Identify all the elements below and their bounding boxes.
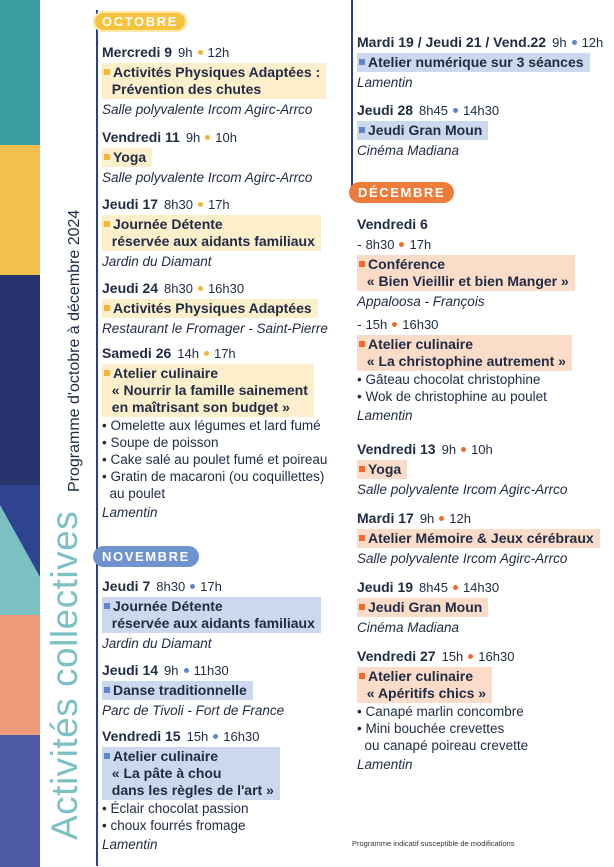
bullet-square-icon <box>104 753 110 759</box>
bullet-square-icon <box>104 370 110 376</box>
event-nov-19-21-22: Mardi 19 / Jeudi 21 / Vend.22 9h 12h Atelier numérique sur 3 séances Lamentin <box>357 34 604 90</box>
event-place: Lamentin <box>102 837 158 852</box>
event-place: Cinéma Madiana <box>357 143 460 158</box>
event-dec-6: Vendredi 6 - 8h30 17h Conférence « Bien Vieillir et bien Manger » Appaloosa - François - 15h 16h30 Atelier culinaire « La christophine autrement » • Gâteau chocolat christophine • Wok de christophine au poulet Lamentin <box>357 216 575 424</box>
event-place: Jardin du Diamant <box>102 254 212 269</box>
list-item: • Éclair chocolat passion <box>102 801 249 816</box>
bullet-square-icon <box>104 154 110 160</box>
event-dec-27: Vendredi 27 15h 16h30 Atelier culinaire « Apéritifs chics » • Canapé marlin concombre • Mini bouchée crevettes ou canapé poireau crevette Lamentin <box>357 648 529 772</box>
event-place: Appaloosa - François <box>357 294 485 309</box>
bullet-square-icon <box>359 261 365 267</box>
list-item: au poulet <box>109 486 166 501</box>
event-oct-9: Mercredi 9 9h 12h Activités Physiques Adaptées : Prévention des chutes Salle polyvalente Ircom Agirc-Arrco <box>102 44 326 118</box>
bullet-square-icon <box>359 59 365 65</box>
event-title: Atelier culinaire « La christophine autrement » <box>357 335 572 371</box>
event-oct-24: Jeudi 24 8h30 16h30 Activités Physiques Adaptées Restaurant le Fromager - Saint-Pierre <box>102 280 328 336</box>
event-place: Lamentin <box>357 408 413 423</box>
page-subtitle: Programme d'octobre à décembre 2024 <box>66 209 83 492</box>
month-badge-octobre: OCTOBRE <box>93 11 187 32</box>
event-day: Mercredi 9 <box>102 44 173 60</box>
left-column-rule <box>96 10 98 866</box>
list-item: • Gâteau chocolat christophine <box>357 372 541 387</box>
bullet-square-icon <box>359 673 365 679</box>
event-title: Journée Détente réservée aux aidants familiaux <box>102 215 321 251</box>
event-place: Lamentin <box>357 757 413 772</box>
footer-note: Programme indicatif susceptible de modifications <box>352 839 515 848</box>
decorative-strip <box>0 0 40 867</box>
event-title: Atelier culinaire « La pâte à chou dans les règles de l'art » <box>102 747 280 800</box>
event-place: Salle polyvalente Ircom Agirc-Arrco <box>357 551 568 566</box>
event-title: Activités Physiques Adaptées : Prévention des chutes <box>102 63 326 99</box>
event-oct-17: Jeudi 17 8h30 17h Journée Détente réservée aux aidants familiaux Jardin du Diamant <box>102 196 321 270</box>
list-item: ou canapé poireau crevette <box>364 738 529 753</box>
bullet-square-icon <box>104 603 110 609</box>
event-title: Journée Détente réservée aux aidants familiaux <box>102 597 321 633</box>
event-place: Jardin du Diamant <box>102 636 212 651</box>
event-nov-14: Jeudi 14 9h 11h30 Danse traditionnelle Parc de Tivoli - Fort de France <box>102 662 285 718</box>
list-item: • choux fourrés fromage <box>102 818 246 833</box>
event-place: Lamentin <box>357 75 413 90</box>
bullet-square-icon <box>359 535 365 541</box>
event-nov-7: Jeudi 7 8h30 17h Journée Détente réservée aux aidants familiaux Jardin du Diamant <box>102 578 321 652</box>
event-title: Activités Physiques Adaptées <box>102 299 318 318</box>
event-title: Yoga <box>357 460 407 479</box>
list-item: • Cake salé au poulet fumé et poireau <box>102 452 328 467</box>
bullet-square-icon <box>359 341 365 347</box>
month-badge-novembre: NOVEMBRE <box>93 546 199 567</box>
event-nov-28: Jeudi 28 8h45 14h30 Jeudi Gran Moun Cinéma Madiana <box>357 102 500 158</box>
right-column-rule <box>351 0 353 190</box>
bullet-square-icon <box>104 69 110 75</box>
event-dec-13: Vendredi 13 9h 10h Yoga Salle polyvalente Ircom Agirc-Arrco <box>357 441 568 497</box>
event-title: Jeudi Gran Moun <box>357 598 488 617</box>
event-title: Conférence « Bien Vieillir et bien Manger » <box>357 255 575 291</box>
event-title: Jeudi Gran Moun <box>357 121 488 140</box>
event-title: Atelier Mémoire & Jeux cérébraux <box>357 529 600 548</box>
bullet-square-icon <box>104 687 110 693</box>
list-item: • Omelette aux légumes et lard fumé <box>102 418 321 433</box>
event-title: Atelier culinaire « Nourrir la famille sainement en maîtrisant son budget » <box>102 364 314 417</box>
list-item: • Mini bouchée crevettes <box>357 721 505 736</box>
list-item: • Gratin de macaroni (ou coquillettes) <box>102 469 325 484</box>
event-oct-26: Samedi 26 14h 17h Atelier culinaire « Nourrir la famille sainement en maîtrisant son budget » • Omelette aux légumes et lard fumé • Soupe de poisson • Cake salé au poulet fumé et poireau • Gratin de macaroni (ou coquillettes) au poulet Lamentin <box>102 345 328 520</box>
event-title: Yoga <box>102 148 152 167</box>
event-title: Atelier numérique sur 3 séances <box>357 53 590 72</box>
event-place: Parc de Tivoli - Fort de France <box>102 703 285 718</box>
event-place: Salle polyvalente Ircom Agirc-Arrco <box>102 102 313 117</box>
list-item: • Soupe de poisson <box>102 435 219 450</box>
event-place: Salle polyvalente Ircom Agirc-Arrco <box>102 170 313 185</box>
list-item: • Wok de christophine au poulet <box>357 389 547 404</box>
event-dec-19: Jeudi 19 8h45 14h30 Jeudi Gran Moun Cinéma Madiana <box>357 579 500 635</box>
event-place: Restaurant le Fromager - Saint-Pierre <box>102 321 328 336</box>
bullet-square-icon <box>104 221 110 227</box>
event-title: Atelier culinaire « Apéritifs chics » <box>357 667 492 703</box>
event-dec-17: Mardi 17 9h 12h Atelier Mémoire & Jeux cérébraux Salle polyvalente Ircom Agirc-Arrco <box>357 510 600 567</box>
bullet-square-icon <box>359 127 365 133</box>
bullet-square-icon <box>359 466 365 472</box>
month-badge-decembre: DÉCEMBRE <box>349 182 454 203</box>
event-place: Salle polyvalente Ircom Agirc-Arrco <box>357 482 568 497</box>
event-place: Cinéma Madiana <box>357 620 460 635</box>
event-title: Danse traditionnelle <box>102 681 253 700</box>
list-item: • Canapé marlin concombre <box>357 704 524 719</box>
event-nov-15: Vendredi 15 15h 16h30 Atelier culinaire « La pâte à chou dans les règles de l'art » • Éclair chocolat passion • choux fourrés fromage Lamentin <box>102 728 280 853</box>
event-place: Lamentin <box>102 505 158 520</box>
bullet-square-icon <box>104 305 110 311</box>
page-title: Activités collectives <box>44 510 85 840</box>
event-oct-11: Vendredi 11 9h 10h Yoga Salle polyvalente Ircom Agirc-Arrco <box>102 129 313 185</box>
bullet-square-icon <box>359 604 365 610</box>
